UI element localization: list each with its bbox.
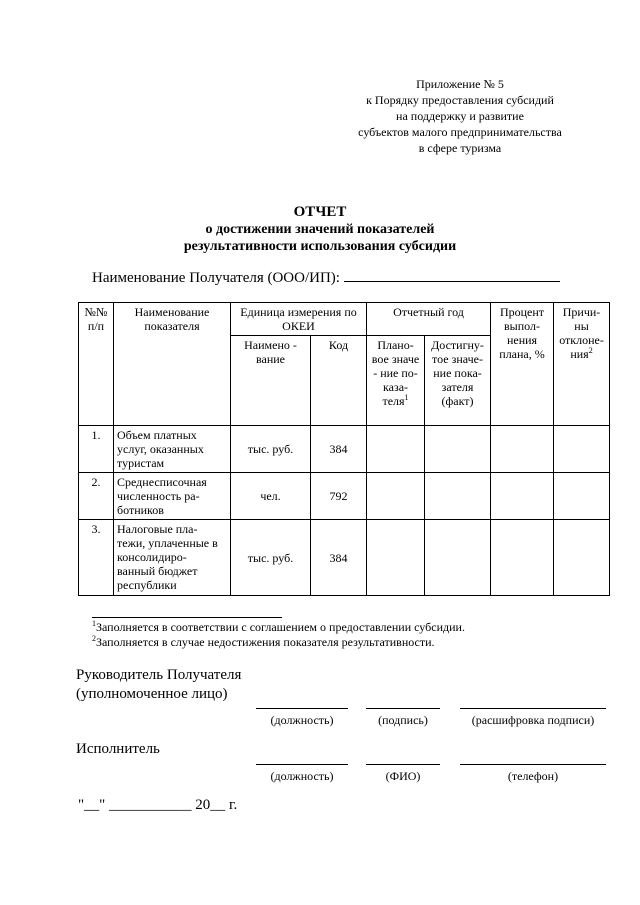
header-unit-name: Наимено - вание [231, 336, 311, 426]
cell-actual[interactable] [425, 426, 491, 473]
appendix-line: Приложение № 5 [416, 77, 504, 91]
row-num: 1. [79, 426, 114, 473]
date-line[interactable]: "__" ___________ 20__ г. [78, 797, 238, 813]
cell-planned[interactable] [367, 426, 425, 473]
recipient-input-line[interactable] [344, 281, 560, 282]
row-num: 2. [79, 473, 114, 520]
executor-label: Исполнитель [76, 741, 160, 757]
table-row [79, 473, 610, 520]
appendix-line: субъектов малого предпринимательства [358, 125, 562, 139]
executor-name-line[interactable] [366, 764, 440, 765]
indicators-table [78, 302, 610, 596]
row-code: 384 [311, 426, 367, 473]
caption-decoding: (расшифровка подписи) [471, 713, 595, 727]
caption-executor-position: (должность) [270, 769, 334, 783]
recipient-row [92, 270, 560, 287]
cell-percent[interactable] [491, 473, 554, 520]
header-num: №№ п/п [79, 303, 114, 426]
header-unit: Единица измерения по ОКЕИ [231, 303, 367, 336]
row-code: 384 [311, 520, 367, 596]
appendix-block [330, 76, 590, 156]
table-row [79, 426, 610, 473]
footnote-divider [92, 617, 282, 618]
cell-actual[interactable] [425, 520, 491, 596]
row-unit: чел. [231, 473, 311, 520]
cell-actual[interactable] [425, 473, 491, 520]
executor-phone-line[interactable] [460, 764, 606, 765]
row-name: Среднесписочная численность ра- ботников [114, 473, 231, 520]
report-subtitle-1: о достижении значений показателей [205, 222, 435, 237]
caption-signature: (подпись) [378, 713, 428, 727]
header-planned-text: Плано- вое значе - ние по- каза- теля [371, 338, 420, 408]
header-percent: Процент выпол- нения плана, % [491, 303, 554, 426]
header-year: Отчетный год [367, 303, 491, 336]
row-num: 3. [79, 520, 114, 596]
header-planned [367, 336, 425, 426]
head-decoding-line[interactable] [460, 708, 606, 709]
caption-executor-name: (ФИО) [385, 769, 421, 783]
footnote-1-mark: 1 [92, 619, 96, 628]
caption-position: (должность) [270, 713, 334, 727]
cell-reasons[interactable] [554, 520, 610, 596]
row-name: Объем платных услуг, оказанных туристам [114, 426, 231, 473]
head-position-line[interactable] [256, 708, 348, 709]
report-title: ОТЧЕТ [293, 204, 347, 220]
row-unit: тыс. руб. [231, 520, 311, 596]
footnote-2 [92, 635, 435, 650]
header-reasons-text: Причи- ны отклоне- ния [559, 305, 604, 361]
footnote-2-mark: 2 [92, 634, 96, 643]
row-name: Налоговые пла- тежи, уплаченные в консолидиро- ванный бюджет республики [114, 520, 231, 596]
appendix-line: в сфере туризма [418, 141, 502, 155]
executor-position-line[interactable] [256, 764, 348, 765]
row-unit: тыс. руб. [231, 426, 311, 473]
head-label-2: (уполномоченное лицо) [76, 686, 228, 702]
cell-planned[interactable] [367, 520, 425, 596]
cell-planned[interactable] [367, 473, 425, 520]
footnote-2-text: Заполняется в случае недостижения показателя результативности. [96, 635, 435, 649]
head-signature-line[interactable] [366, 708, 440, 709]
header-name: Наименование показателя [114, 303, 231, 426]
appendix-line: к Порядку предоставления субсидий [366, 93, 554, 107]
row-code: 792 [311, 473, 367, 520]
cell-percent[interactable] [491, 426, 554, 473]
appendix-line: на поддержку и развитие [396, 109, 524, 123]
header-reasons [554, 303, 610, 426]
head-label-1: Руководитель Получателя [76, 667, 242, 683]
cell-reasons[interactable] [554, 426, 610, 473]
caption-executor-phone: (телефон) [507, 769, 559, 783]
footnote-mark-1: 1 [404, 393, 409, 402]
header-unit-code: Код [311, 336, 367, 426]
cell-percent[interactable] [491, 520, 554, 596]
recipient-label: Наименование Получателя (ООО/ИП): [92, 270, 340, 286]
footnote-mark-2: 2 [588, 346, 593, 355]
table-row [79, 520, 610, 596]
footnote-1 [92, 620, 465, 635]
report-subtitle-2: результативности использования субсидии [183, 239, 457, 254]
cell-reasons[interactable] [554, 473, 610, 520]
footnote-1-text: Заполняется в соответствии с соглашением о предоставлении субсидии. [96, 620, 465, 634]
header-actual: Достигну- тое значе- ние пока- зателя (факт) [425, 336, 491, 426]
